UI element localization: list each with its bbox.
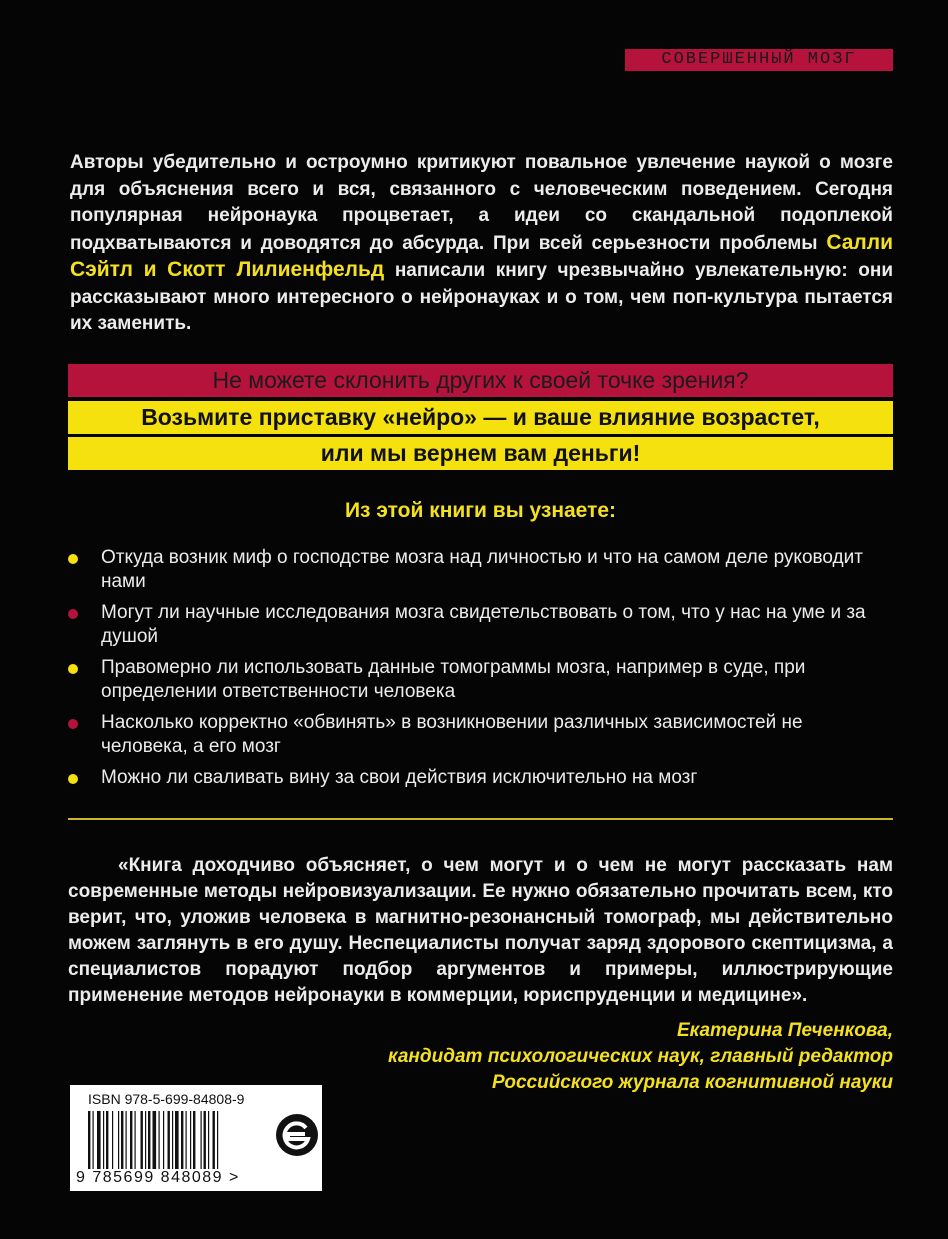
list-item: [68, 546, 893, 594]
list-item-text: Могут ли научные исследования мозга свидетельствовать о том, что у нас на уме и за душой: [101, 602, 866, 647]
series-title: СОВЕРШЕННЫЙ МОЗГ: [625, 49, 893, 71]
red-bullet-icon: [68, 609, 78, 619]
isbn-block: [70, 1085, 322, 1191]
banner-question: Не можете склонить других к своей точке зрения?: [68, 364, 893, 397]
list-item: [68, 711, 893, 759]
intro-text-1: Авторы убедительно и остроумно критикуют повальное увлечение наукой о мозге для объяснения всего и вся, связанного с человеческим поведением. Сегодня популярная нейронаука процветает, а идеи со скандальной подоплекой подхватываются и доводятся до абсурда. При всей серьезности проблемы: [70, 152, 893, 254]
isbn-label: ISBN 978-5-699-84808-9: [88, 1091, 245, 1107]
isbn-digits: 9 785699 848089 >: [76, 1169, 240, 1186]
yellow-bullet-icon: [68, 664, 78, 674]
learn-list: [68, 546, 893, 797]
red-bullet-icon: [68, 719, 78, 729]
list-item-text: Можно ли сваливать вину за свои действия исключительно на мозг: [101, 767, 698, 788]
banner-offer-line1: Возьмите приставку «нейро» — и ваше влияние возрастет,: [68, 401, 893, 434]
intro-text-2: написали книгу чрезвычайно увлекательную: они рассказывают много интересного о нейронауках и о том, чем поп-культура пытается их заменить.: [70, 260, 894, 334]
review-attribution: [388, 1018, 893, 1096]
intro-paragraph: [70, 150, 893, 338]
eksmo-logo-icon: [275, 1113, 319, 1157]
list-item: [68, 601, 893, 649]
barcode-icon: [88, 1111, 268, 1169]
list-item: [68, 766, 893, 790]
list-item-text: Откуда возник миф о господстве мозга над личностью и что на самом деле руководит нами: [101, 547, 863, 592]
yellow-bullet-icon: [68, 774, 78, 784]
section-divider: [68, 818, 893, 820]
learn-heading: Из этой книги вы узнаете:: [344, 499, 617, 522]
reviewer-role: кандидат психологических наук, главный редактор: [387, 1046, 893, 1067]
reviewer-name: Екатерина Печенкова,: [676, 1020, 893, 1041]
author-conjunction: и: [143, 258, 157, 281]
author-name-1: Салли Сэйтл: [70, 230, 894, 281]
author-name-2: Скотт Лилиенфельд: [167, 258, 385, 281]
list-item: [68, 656, 893, 704]
list-item-text: Правомерно ли использовать данные томограммы мозга, например в суде, при определении ответственности человека: [101, 657, 806, 702]
reviewer-journal: Российского журнала когнитивной науки: [491, 1072, 893, 1093]
yellow-bullet-icon: [68, 554, 78, 564]
banner-offer-line2: или мы вернем вам деньги!: [68, 437, 893, 470]
review-quote: «Книга доходчиво объясняет, о чем могут и о чем не могут рассказать нам современные методы нейровизуализации. Ее нужно обязательно прочитать всем, кто верит, что, уложив человека в магнитно-резонансный томограф, мы действительно можем заглянуть в его душу. Неспециалисты получат заряд здорового скептицизма, а специалистов порадуют подбор аргументов и примеры, иллюстрирующие применение методов нейронауки в коммерции, юриспруденции и медицине».: [68, 855, 893, 1006]
list-item-text: Насколько корректно «обвинять» в возникновении различных зависимостей не человека, а его мозг: [101, 712, 803, 757]
